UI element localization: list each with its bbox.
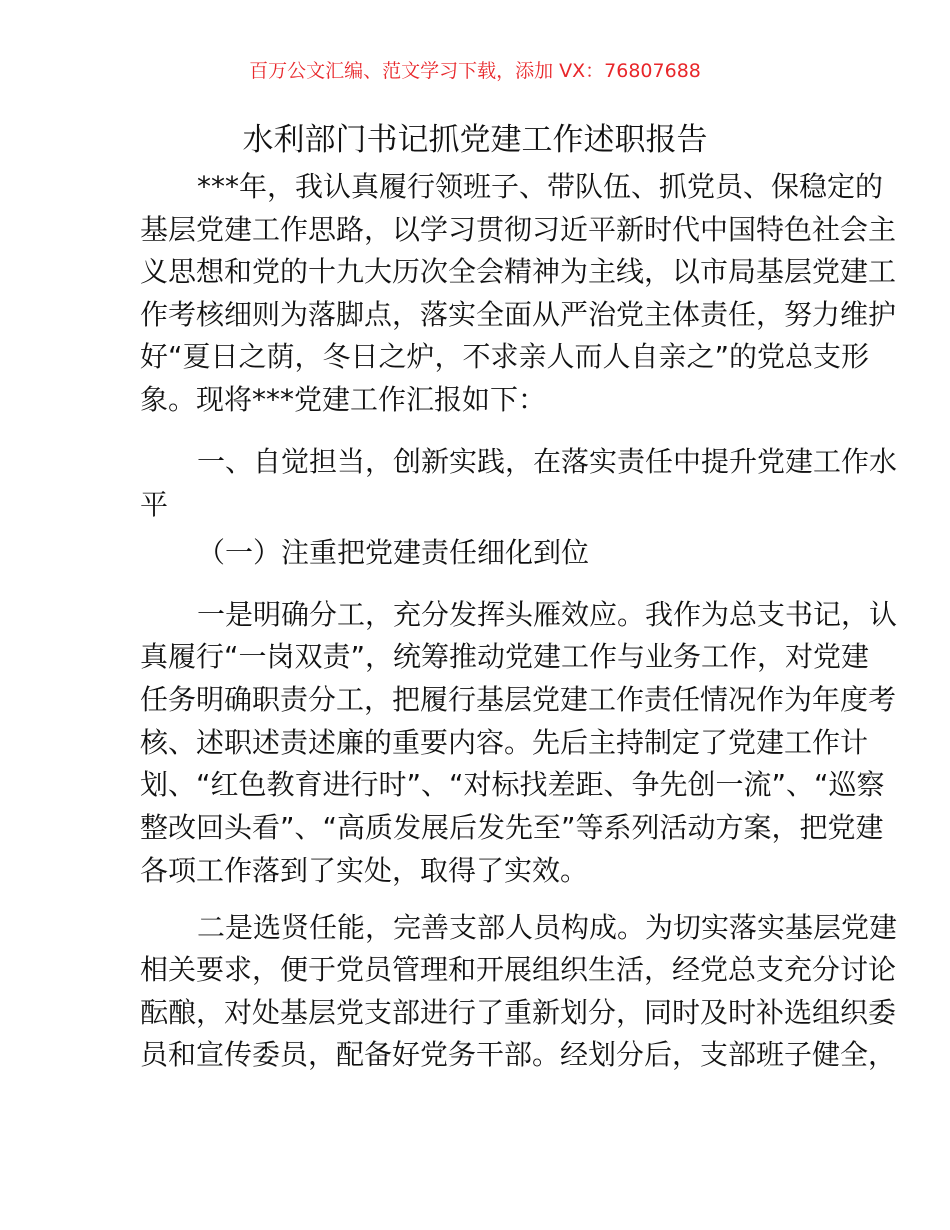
text-line: 真履行“一岗双责”，统筹推动党建工作与业务工作，对党建: [140, 640, 870, 673]
text-line: 整改回头看”、“高质发展后发先至”等系列活动方案，把党建: [140, 811, 884, 844]
text-line: 酝酿，对处基层党支部进行了重新划分，同时及时补选组织委: [140, 996, 897, 1029]
text-line: 二是选贤任能，完善支部人员构成。为切实落实基层党建: [197, 911, 898, 944]
text-line: 各项工作落到了实处，取得了实效。: [140, 854, 589, 887]
text-line: 核、述职述责述廉的重要内容。先后主持制定了党建工作计: [140, 726, 869, 759]
text-line: （一）注重把党建责任细化到位: [197, 536, 590, 569]
download-watermark-banner: 百万公文汇编、范文学习下载，添加 VX：76807688: [249, 60, 701, 82]
text-line: 象。现将***党建工作汇报如下：: [140, 383, 547, 416]
text-line: 划、“红色教育进行时”、“对标找差距、争先创一流”、“巡察: [140, 768, 885, 801]
text-line: 基层党建工作思路，以学习贯彻习近平新时代中国特色社会主: [140, 213, 897, 246]
text-line: 相关要求，便于党员管理和开展组织生活，经党总支充分讨论: [140, 953, 897, 986]
text-line: 一、自觉担当，创新实践，在落实责任中提升党建工作水: [197, 445, 898, 478]
text-line: 任务明确职责分工，把履行基层党建工作责任情况作为年度考: [140, 683, 897, 716]
text-line: ***年，我认真履行领班子、带队伍、抓党员、保稳定的: [197, 170, 884, 203]
document-title: 水利部门书记抓党建工作述职报告: [242, 122, 708, 158]
text-line: 作考核细则为落脚点，落实全面从严治党主体责任，努力维护: [140, 298, 897, 331]
text-line: 平: [140, 488, 169, 521]
text-line: 一是明确分工，充分发挥头雁效应。我作为总支书记，认: [197, 598, 898, 631]
text-line: 义思想和党的十九大历次全会精神为主线，以市局基层党建工: [140, 255, 897, 288]
text-line: 好“夏日之荫，冬日之炉，不求亲人而人自亲之”的党总支形: [140, 340, 870, 373]
text-line: 员和宣传委员，配备好党务干部。经划分后，支部班子健全，: [140, 1038, 897, 1071]
